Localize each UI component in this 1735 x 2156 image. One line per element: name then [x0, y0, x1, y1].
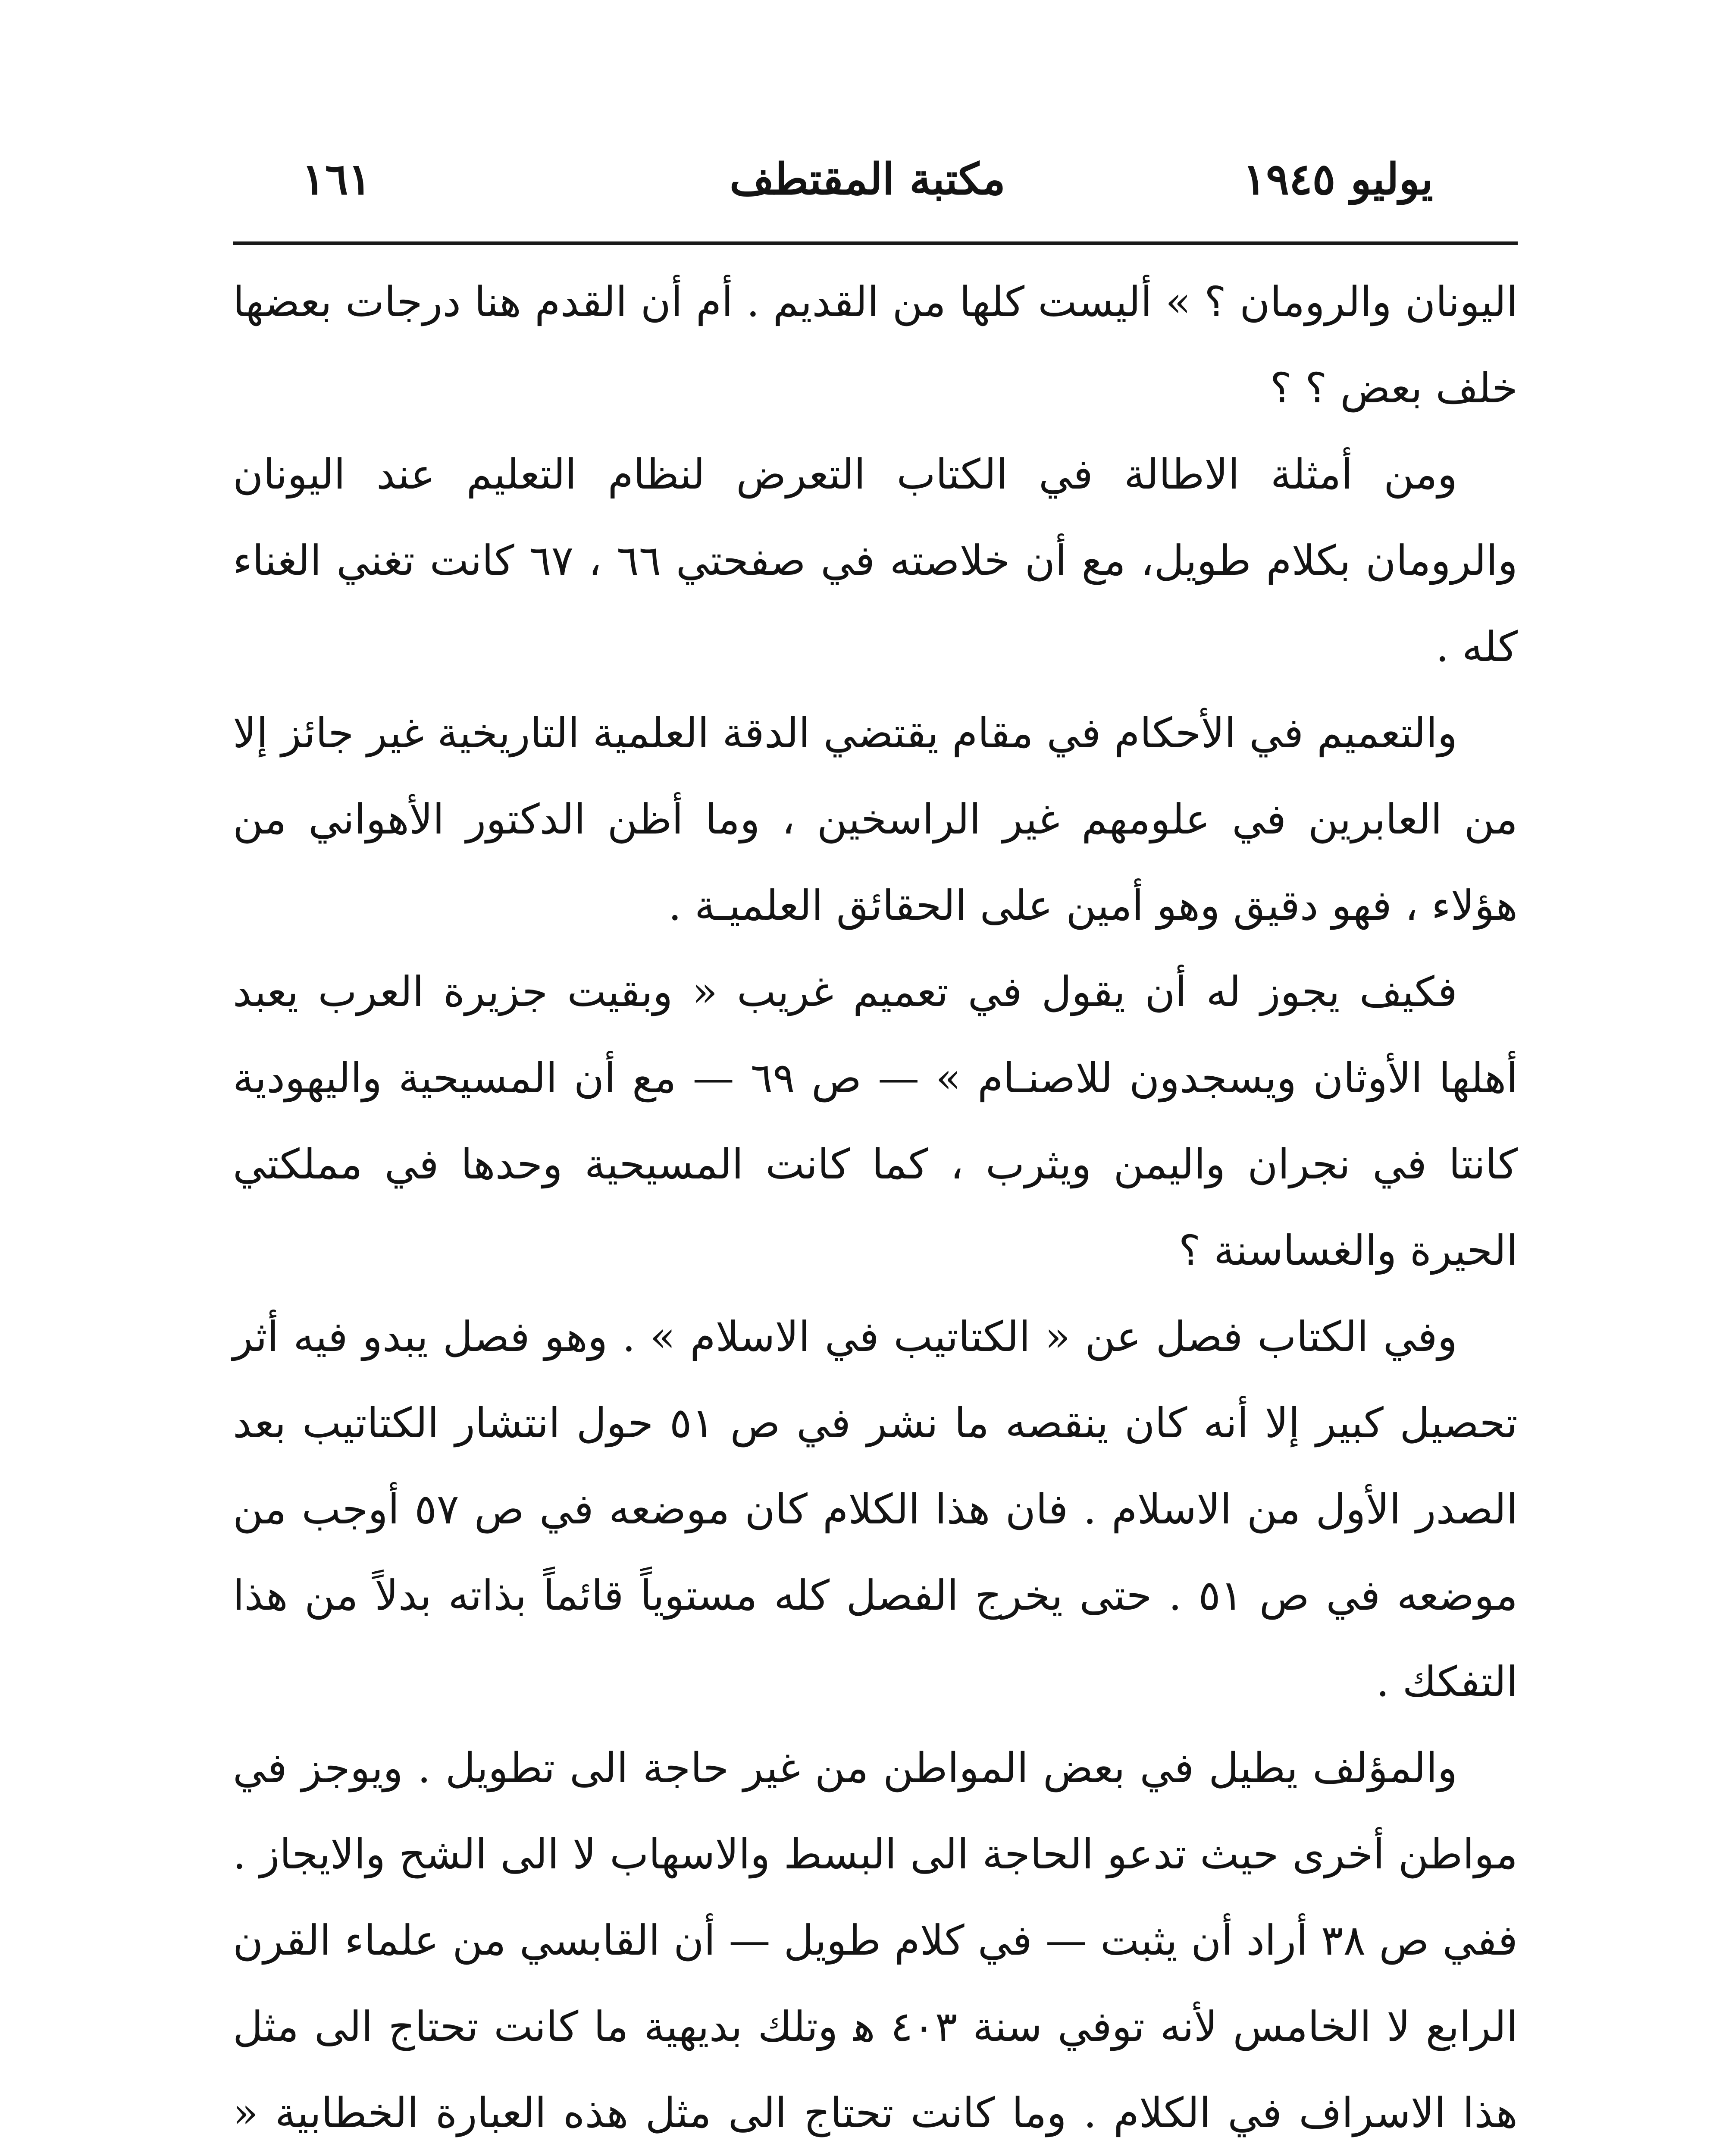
body-text — [233, 259, 1518, 2137]
paragraph: اليونان والرومان ؟ » أليست كلها من القديم . أم أن القدم هنا درجات بعضها خلف بعض ؟ ؟ — [233, 278, 1518, 412]
header-title: مكتبة المقتطف — [730, 154, 1005, 204]
paragraph: وفي الكتاب فصل عن « الكتاتيب في الاسلام » . وهو فصل يبدو فيه أثر تحصيل كبير إلا أنه كان ينقصه ما نشر في ص ٥١ حول انتشار الكتاتيب بعد الصدر الأول من الاسلام . فان هذا الكلام كان موضعه في ص ٥٧ أوجب من موضعه في ص ٥١ . حتى يخرج الفصل كله مستوياً قائماً بذاته بدلاً من هذا التفكك . — [233, 1313, 1518, 1706]
header-page-number: ١٦١ — [302, 154, 372, 204]
paragraph: والتعميم في الأحكام في مقام يقتضي الدقة العلمية التاريخية غير جائز إلا من العابرين في علومهم غير الراسخين ، وما أظن الدكتور الأهواني من هؤلاء ، فهو دقيق وهو أمين على الحقائق العلميـة . — [233, 709, 1518, 930]
paragraph: فكيف يجوز له أن يقول في تعميم غريب « وبقيت جزيرة العرب يعبد أهلها الأوثان ويسجدون للاصنـام » — ص ٦٩ — مع أن المسيحية واليهودية كانتا في نجران واليمن ويثرب ، كما كانت المسيحية وحدها في مملكتي الحيرة والغساسنة ؟ — [233, 968, 1518, 1275]
header-rule — [233, 241, 1518, 245]
header-date: يوليو ١٩٤٥ — [1243, 154, 1433, 204]
page-header — [241, 147, 1494, 211]
paragraph: ومن أمثلة الاطالة في الكتاب التعرض لنظام التعليم عند اليونان والرومان بكلام طويل، مع أن خلاصته في صفحتي ٦٦ ، ٦٧ كانت تغني الغناء كله . — [233, 450, 1518, 671]
paragraph: والمؤلف يطيل في بعض المواطن من غير حاجة الى تطويل . ويوجز في مواطن أخرى حيث تدعو الحاجة الى البسط والاسهاب لا الى الشح والايجاز . ففي ص ٣٨ أراد أن يثبت — في كلام طويل — أن القابسي من علماء القرن الرابع لا الخامس لأنه توفي سنة ٤٠٣ ﻫ وتلك بديهية ما كانت تحتاج الى مثل هذا الاسراف في الكلام . وما كانت تحتاج الى مثل هذه العبارة الخطابية « — [233, 1744, 1518, 2137]
